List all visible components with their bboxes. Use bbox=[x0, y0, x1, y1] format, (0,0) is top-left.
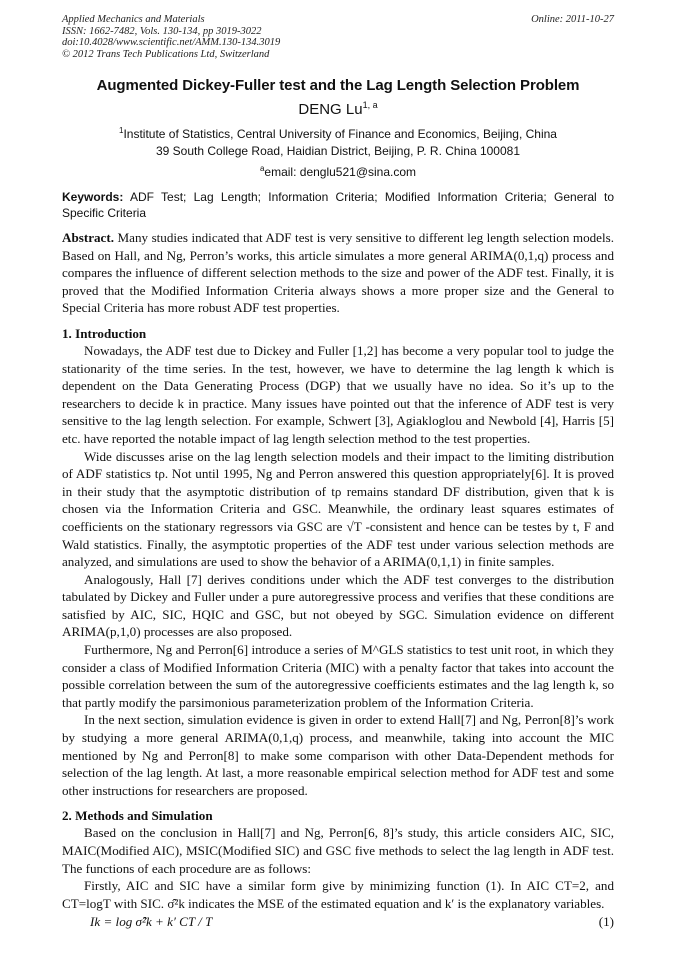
email: email: denglu521@sina.com bbox=[264, 165, 417, 179]
affiliation-sup: 1 bbox=[119, 126, 124, 135]
equation-formula: Ik = log σ̂²k + k′ CT / T bbox=[90, 914, 213, 930]
abstract-label: Abstract. bbox=[62, 230, 114, 245]
paper-title: Augmented Dickey-Fuller test and the Lag Length Selection Problem bbox=[96, 77, 580, 94]
doi-line: doi:10.4028/www.scientific.net/AMM.130-134.3019 bbox=[62, 37, 281, 48]
equation-number: (1) bbox=[598, 914, 614, 930]
author-name: DENG Lu bbox=[298, 101, 363, 118]
author-line bbox=[62, 100, 614, 118]
paragraph: Analogously, Hall [7] derives conditions under which the ADF test converges to the distribution tabulated by Dickey and Fuller under a pure autoregressive process and verifies that these conditions are satisfied by AIC, SIC, HQIC and GSC, but not obeyed by SGC. Simulation evidence on different ARIMA(p,1,0) processes are also proposed. bbox=[62, 571, 614, 640]
affiliation-line2: 39 South College Road, Haidian District, Beijing, P. R. China 100081 bbox=[156, 144, 520, 158]
journal-header bbox=[62, 14, 614, 60]
section-heading-introduction: 1. Introduction bbox=[62, 325, 147, 341]
paragraph: Furthermore, Ng and Perron[6] introduce a series of M^GLS statistics to test unit root, in which they consider a class of Modified Information Criteria (MIC) with a penalty factor that takes into account the possible correlation between the sum of the autoregressive coefficients estimates and the lag length k, so that partly modify the parsimonious parameterization problem of the Information Criteria. bbox=[62, 642, 614, 710]
author-sup: 1, a bbox=[362, 100, 378, 110]
equation-1 bbox=[62, 914, 614, 932]
section-heading-methods: 2. Methods and Simulation bbox=[62, 808, 213, 824]
paragraph: In the next section, simulation evidence is given in order to extend Hall[7] and Ng, Perron[8]’s work by studying a more general ARIMA(0,1,q) process, and meanwhile, taking into account the MIC mentioned by Ng and Perron[8] to make some comparison with other Data-Dependent methods for selection of the lag length. At last, a more reasonable empirical selection method for ADF test and some other instructions for researchers are proposed. bbox=[62, 712, 614, 798]
affiliation-line1: Institute of Statistics, Central University of Finance and Economics, Beijing, China bbox=[123, 127, 557, 141]
paragraph: Wide discusses arise on the lag length selection models and their impact to the limiting distribution of ADF statistics tρ. Not until 1995, Ng and Perron answered this question appropriately[6]. It is proved in their study that the asymptotic distribution of tρ remains standard DF distribution, given that k is chosen via the Information Criteria and GSC. Meanwhile, the ordinary least squares estimates of coefficients on the stationary regressors via GSC are √T -consistent and hence can be testes by t, F and Wald statistics. Finally, the asymptotic properties of the ADF test under various selection methods are analyzed, and simulations are used to show the behavior of a ARIMA(0,1,1) in finite samples. bbox=[62, 448, 614, 570]
abstract bbox=[62, 229, 614, 317]
paragraph: Based on the conclusion in Hall[7] and Ng, Perron[6, 8]’s study, this article considers AIC, SIC, MAIC(Modified AIC), MSIC(Modified SIC) and GSC five methods to select the lag length in ADF test. The functions of each procedure are as follows: bbox=[62, 825, 614, 876]
online-date: Online: 2011-10-27 bbox=[531, 14, 614, 25]
affiliation bbox=[62, 122, 614, 181]
journal-name: Applied Mechanics and Materials bbox=[62, 14, 205, 25]
keywords bbox=[62, 189, 614, 221]
keywords-text: ADF Test; Lag Length; Information Criteria; Modified Information Criteria; General to Specific Criteria bbox=[62, 190, 614, 220]
issn-line: ISSN: 1662-7482, Vols. 130-134, pp 3019-3022 bbox=[62, 25, 262, 37]
methods-body bbox=[62, 824, 614, 912]
introduction-body bbox=[62, 342, 614, 799]
keywords-label: Keywords: bbox=[62, 190, 124, 204]
email-sup: a bbox=[259, 164, 265, 173]
paragraph: Firstly, AIC and SIC have a similar form give by minimizing function (1). In AIC CT=2, and CT=logT with SIC. σ̂²k indicates the MSE of the estimated equation and k′ is the explanatory variables. bbox=[62, 878, 614, 911]
paragraph: Nowadays, the ADF test due to Dickey and Fuller [1,2] has become a very popular tool to judge the stationarity of the time series. In the test, however, we have to determine the lag length k which is dependent on the Data Generating Process (DGP) that we usually have no idea. So it’s up to the researchers to decide k in practice. Many issues have pointed out that the inference of ADF test is very sensitive to the lag length selection. For example, Schwert [3], Agiakloglou and Newbold [4], Harris [5] etc. have reported the notable impact of lag length selection method to the test properties. bbox=[62, 342, 614, 446]
abstract-text: Many studies indicated that ADF test is very sensitive to different leg length selection models. Based on Hall, and Ng, Perron’s works, this article simulates a more general ARIMA(0,1,q) process and compares the influence of different selection methods to the size and power of the ADF test. Finally, it is proved that the Modified Information Criteria always shows a more proper size and the General to Special Criteria has more robust ADF test properties. bbox=[62, 230, 614, 316]
copyright-line: © 2012 Trans Tech Publications Ltd, Switzerland bbox=[62, 48, 270, 60]
paper-page bbox=[62, 14, 614, 932]
